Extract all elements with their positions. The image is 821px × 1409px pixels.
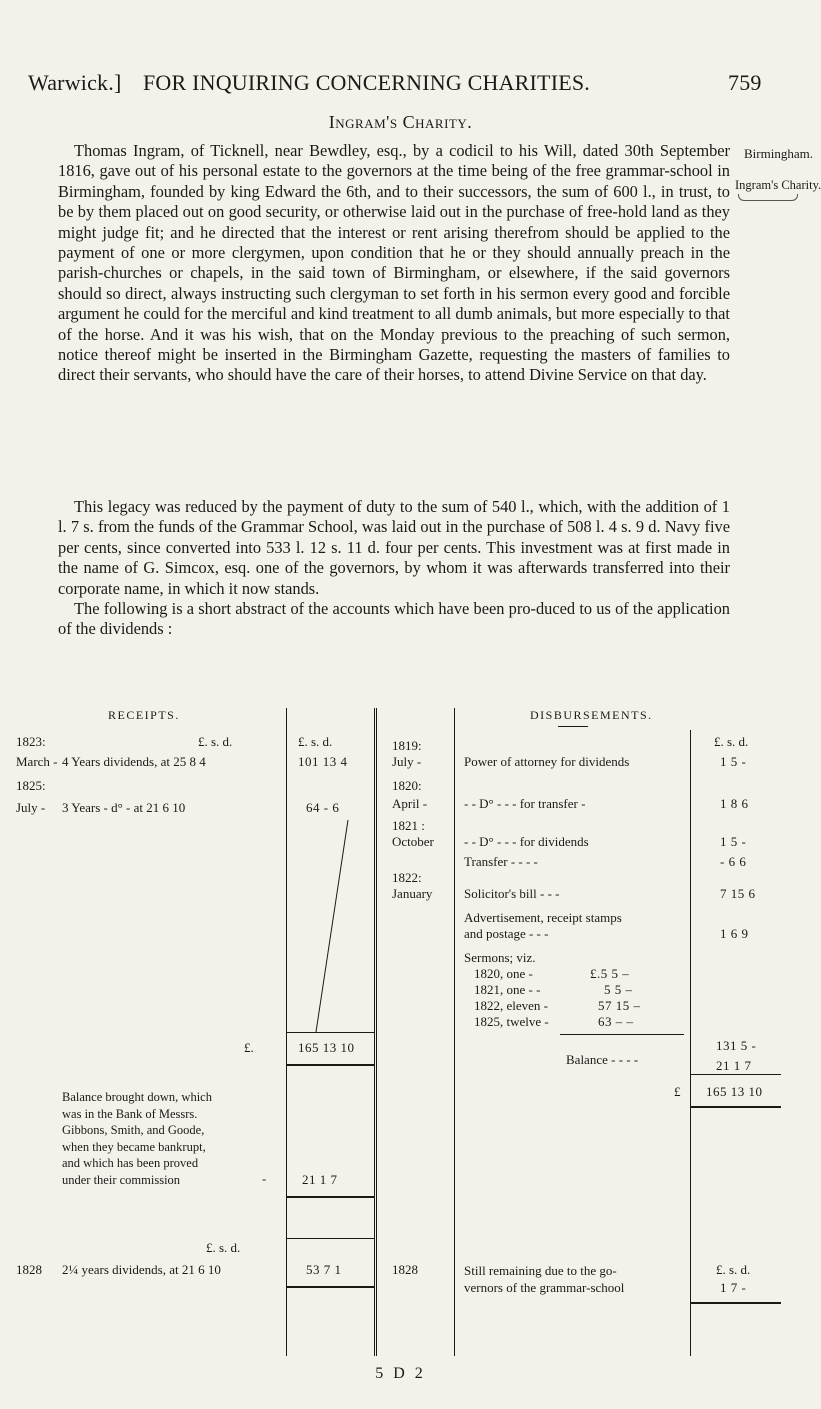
sermon-amount: 5 5 –: [604, 982, 633, 997]
receipts-total-label: £.: [244, 1040, 254, 1055]
disb-amount: 1 5 -: [720, 834, 747, 849]
sermon-year: 1820, one -: [474, 966, 533, 981]
disb-amount: 7 15 6: [720, 886, 756, 901]
disb-date: 1820:: [392, 778, 422, 793]
receipts-heading: RECEIPTS.: [108, 708, 180, 722]
disb-amount: - 6 6: [720, 854, 747, 869]
receipt-description: 4 Years dividends, at 25 8 4: [62, 754, 206, 769]
disb-description: Solicitor's bill - - -: [464, 886, 560, 901]
section-title: Ingram's Charity.: [328, 112, 473, 132]
receipt-date-month: July -: [16, 800, 46, 815]
disb-description: - - D° - - - for dividends: [464, 834, 589, 849]
disb-description: Power of attorney for dividends: [464, 754, 630, 769]
disb-description: - - D° - - - for transfer -: [464, 796, 586, 811]
sermon-year: 1821, one - -: [474, 982, 541, 997]
receipt-amount: 101 13 4: [298, 754, 348, 769]
disb-total: 165 13 10: [706, 1084, 763, 1099]
disb-date: July -: [392, 754, 422, 769]
sermon-year: 1825, twelve -: [474, 1014, 549, 1029]
disb-amount: 1 5 -: [720, 754, 747, 769]
disb-date: 1822:: [392, 870, 422, 885]
receipt-date-month: March -: [16, 754, 58, 769]
disb-description-cont: and postage - - -: [464, 926, 549, 941]
page-number: 759: [728, 70, 762, 95]
sermon-amount: £.5 5 –: [590, 966, 630, 981]
balance-label: Balance - - - -: [566, 1052, 639, 1067]
receipt-amount: 64 - 6: [306, 800, 340, 815]
signature-mark: 5 D 2: [375, 1365, 426, 1382]
disb-total-label: £: [674, 1084, 681, 1099]
sermons-total: 131 5 -: [716, 1038, 757, 1053]
final-receipt-description: 2¼ years dividends, at 21 6 10: [62, 1262, 221, 1277]
balance-amount: 21 1 7: [302, 1172, 338, 1187]
paragraph-abstract-intro: The following is a short abstract of the accounts which have been pro-duced to us of the application of the dividends :: [58, 599, 730, 639]
receipt-description: 3 Years - d° - at 21 6 10: [62, 800, 186, 815]
receipts-amount-head: £. s. d.: [298, 734, 333, 749]
margin-note-charity: Ingram's Charity.: [735, 178, 821, 192]
disb-description: Advertisement, receipt stamps: [464, 910, 622, 925]
disb-description: Transfer - - - -: [464, 854, 538, 869]
receipt-date-year: 1825:: [16, 778, 46, 793]
final-disb-date: 1828: [392, 1262, 418, 1277]
paragraph-bequest: Thomas Ingram, of Ticknell, near Bewdley, esq., by a codicil to his Will, dated 30th September 1816, gave out of his personal estate to the governors at the time being of the free grammar-school in Birmingham, founded by king Edward the 6th, and to their successors, the sum of 600 l., in trust, to be by them placed out on good security, or otherwise laid out in the purchase of free-hold land as they might judge fit; and he directed that the interest or rent arising therefrom should be applied to the payment of one or more clergymen, upon condition that he or they should annually preach in the parish-churches or chapels, in the said town of Birmingham, or elsewhere, if the said governors should so direct, always instructing such clergyman to set forth in his sermon every good and forcible argument he could for the merciful and kind treatment to all dumb animals, but more especially to that of the horse. And it was his wish, that on the Monday previous to the preaching of such sermon, notice thereof might be inserted in the Birmingham Gazette, requesting the masters of families to direct their servants, who should have the care of their horses, to attend Divine Service on that day.: [58, 141, 730, 385]
final-receipt-date: 1828: [16, 1262, 42, 1277]
margin-brace: [738, 194, 798, 201]
balance-amount: 21 1 7: [716, 1058, 752, 1073]
header-title: FOR INQUIRING CONCERNING CHARITIES.: [143, 70, 590, 95]
margin-note-place: Birmingham.: [744, 146, 813, 161]
header-county: Warwick.]: [28, 70, 122, 95]
final-disb-amount: 1 7 -: [720, 1280, 747, 1295]
final-receipt-head: £. s. d.: [206, 1240, 241, 1255]
receipts-total: 165 13 10: [298, 1040, 355, 1055]
disb-date: October: [392, 834, 434, 849]
sermons-heading: Sermons; viz.: [464, 950, 536, 965]
receipt-date-year: 1823:: [16, 734, 46, 749]
sermon-amount: 63 – –: [598, 1014, 634, 1029]
disb-amount: 1 8 6: [720, 796, 749, 811]
sermon-amount: 57 15 –: [598, 998, 641, 1013]
final-receipt-amount: 53 7 1: [306, 1262, 342, 1277]
disb-amount: 1 6 9: [720, 926, 749, 941]
balance-brought-down: Balance brought down, which was in the Bank of Messrs. Gibbons, Smith, and Goode, when they became bankrupt, and which has been proved under their commission: [62, 1090, 212, 1187]
disb-date: 1819:: [392, 738, 422, 753]
receipts-filler-stroke: [286, 818, 374, 1036]
paragraph-legacy: This legacy was reduced by the payment of duty to the sum of 540 l., which, with the addition of 1 l. 7 s. from the funds of the Grammar School, was laid out in the purchase of 508 l. 4 s. 9 d. Navy five per cents, since converted into 533 l. 12 s. 11 d. four per cents. This investment was at first made in the name of G. Simcox, esq. one of the governors, by whom it was afterwards transferred into their corporate name, in which it now stands.: [58, 497, 730, 598]
final-disb-head: £. s. d.: [716, 1262, 751, 1277]
final-disb-description: Still remaining due to the go- vernors of the grammar-school: [464, 1263, 625, 1295]
disbursements-column-head: £. s. d.: [714, 734, 749, 749]
sermon-year: 1822, eleven -: [474, 998, 549, 1013]
disb-date: 1821 :: [392, 818, 425, 833]
disbursements-heading: DISBURSEMENTS.: [530, 708, 653, 722]
balance-dash: -: [262, 1172, 267, 1186]
receipts-column-head: £. s. d.: [198, 734, 233, 749]
disb-date: January: [392, 886, 433, 901]
disb-date: April -: [392, 796, 428, 811]
